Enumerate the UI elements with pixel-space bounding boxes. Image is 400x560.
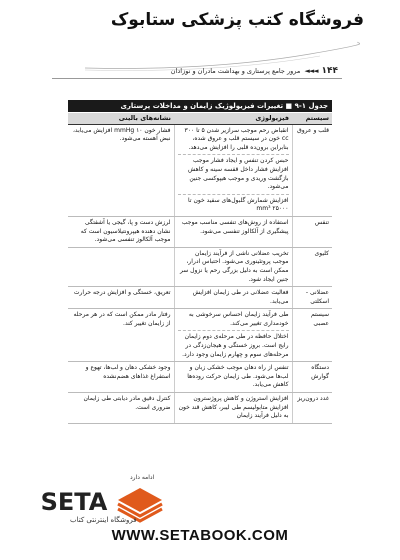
cell-system: تنفس bbox=[292, 216, 332, 247]
cell-physiology bbox=[174, 247, 292, 286]
cell-physiology bbox=[174, 309, 292, 362]
table-header-row bbox=[68, 113, 332, 124]
cell-system: قلب و عروق bbox=[292, 124, 332, 216]
physiology-table bbox=[68, 113, 332, 424]
physiology-text: طی فرآیند زایمان احساس سرخوشی به خودمداری تغییر می‌کند. bbox=[188, 311, 289, 327]
physiology-text: حبس کردن تنفس و ایجاد فشار موجب افزایش فشار داخل قفسه سینه و کاهش بازگشت وریدی و موجب هیپوکسی جنین می‌شود. bbox=[178, 154, 289, 191]
cell-signs: تعریق، خستگی و افزایش درجه حرارت bbox=[68, 287, 174, 309]
physiology-text: تخریب عضلانی ناشی از فرآیند زایمان موجب پروتئینوری می‌شود. احتباس ادرار، ممکن است به دلیل بزرگی رحم یا نزول سر جنین ایجاد شود. bbox=[179, 249, 289, 283]
logo-subtitle: فروشگاه اینترنتی کتاب bbox=[70, 516, 137, 524]
col-header-physiology: فیزیولوژی bbox=[174, 113, 292, 124]
page-number: ۱۴۴ bbox=[321, 66, 338, 76]
physiology-text: افزایش استروژن و کاهش پروژسترون افزایش متابولیسم طی لیبر، کاهش قند خون به دلیل فرآیند زایمان bbox=[178, 395, 289, 420]
arrows-icon: ◄◄◄ bbox=[304, 67, 318, 75]
table-caption: جدول ۱-۹ ■ تغییرات فیزیولوژیک زایمان و مداخلات پرستاری bbox=[68, 100, 332, 112]
table-row bbox=[68, 287, 332, 309]
cell-system: غدد درون‌ریز bbox=[292, 393, 332, 424]
cell-physiology bbox=[174, 124, 292, 216]
cell-signs bbox=[68, 247, 174, 286]
logo-brand-text: SETA bbox=[40, 488, 108, 516]
physiology-text: اختلال حافظه در طی مرحله‌ی دوم زایمان رایج است. بروز خستگی و هیجان‌زدگی در مرحله‌های سوم و چهارم زایمان وجود دارد. bbox=[178, 330, 289, 359]
physiology-text: افزایش شمارش گلبول‌های سفید خون تا mm³ ۲۵۰۰۰ bbox=[178, 194, 289, 214]
table-row bbox=[68, 309, 332, 362]
cell-system: سیستم عصبی bbox=[292, 309, 332, 362]
physiology-text: تنفس از راه دهان موجب خشکی زبان و لب‌ها می‌شود. طی زایمان حرکت روده‌ها کاهش می‌یابد. bbox=[187, 364, 289, 389]
physiology-text: فعالیت عضلانی در طی زایمان افزایش می‌یابد. bbox=[192, 289, 289, 305]
cell-system: دستگاه گوارش bbox=[292, 362, 332, 393]
cell-physiology bbox=[174, 393, 292, 424]
physiology-text: انقباض رحم موجب سرازیر شدن ۵ تا ۳۰۰ cc خون در سیستم قلب و عروق شده، بنابراین برون‌ده قلبی را افزایش می‌دهد. bbox=[184, 126, 289, 151]
physiology-text: استفاده از روش‌های تنفسی مناسب موجب پیشگیری از آلکالوز تنفسی می‌شود. bbox=[181, 218, 289, 235]
continued-note: ادامه دارد bbox=[130, 474, 155, 481]
site-url[interactable]: WWW.SETABOOK.COM bbox=[111, 527, 289, 544]
table-row bbox=[68, 216, 332, 247]
running-head bbox=[171, 66, 338, 76]
cell-system: کلیوی bbox=[292, 247, 332, 286]
cell-physiology bbox=[174, 216, 292, 247]
cell-signs: وجود خشکی دهان و لب‌ها، تهوع و استفراغ غذاهای هضم‌نشده bbox=[68, 362, 174, 393]
cell-physiology bbox=[174, 287, 292, 309]
table-row bbox=[68, 247, 332, 286]
cell-signs: لرزش دست و پا، گیجی یا آشفتگی نشان دهنده هیپرونتیلاسیون است که موجب آلکالوز تنفسی می‌شود. bbox=[68, 216, 174, 247]
col-header-signs: نشانه‌های بالینی bbox=[68, 113, 174, 124]
table-row bbox=[68, 393, 332, 424]
table-row bbox=[68, 124, 332, 216]
cell-system: عضلانی - اسکلتی bbox=[292, 287, 332, 309]
running-title: مرور جامع پرستاری و بهداشت مادران و نوزادان bbox=[170, 67, 301, 75]
cell-signs: رفتار مادر ممکن است که در هر مرحله از زایمان تغییر کند. bbox=[68, 309, 174, 362]
table-row bbox=[68, 362, 332, 393]
header-rule bbox=[52, 78, 342, 79]
cell-physiology bbox=[174, 362, 292, 393]
col-header-system: سیستم bbox=[292, 113, 332, 124]
store-title: فروشگاه کتب پزشکی ستابوک bbox=[110, 10, 364, 30]
cell-signs: کنترل دقیق مادر دیابتی طی زایمان ضروری است. bbox=[68, 393, 174, 424]
cell-signs: فشار خون ۱۰ mmHg افزایش می‌یابد، نبض آهسته می‌شود. bbox=[68, 124, 174, 216]
